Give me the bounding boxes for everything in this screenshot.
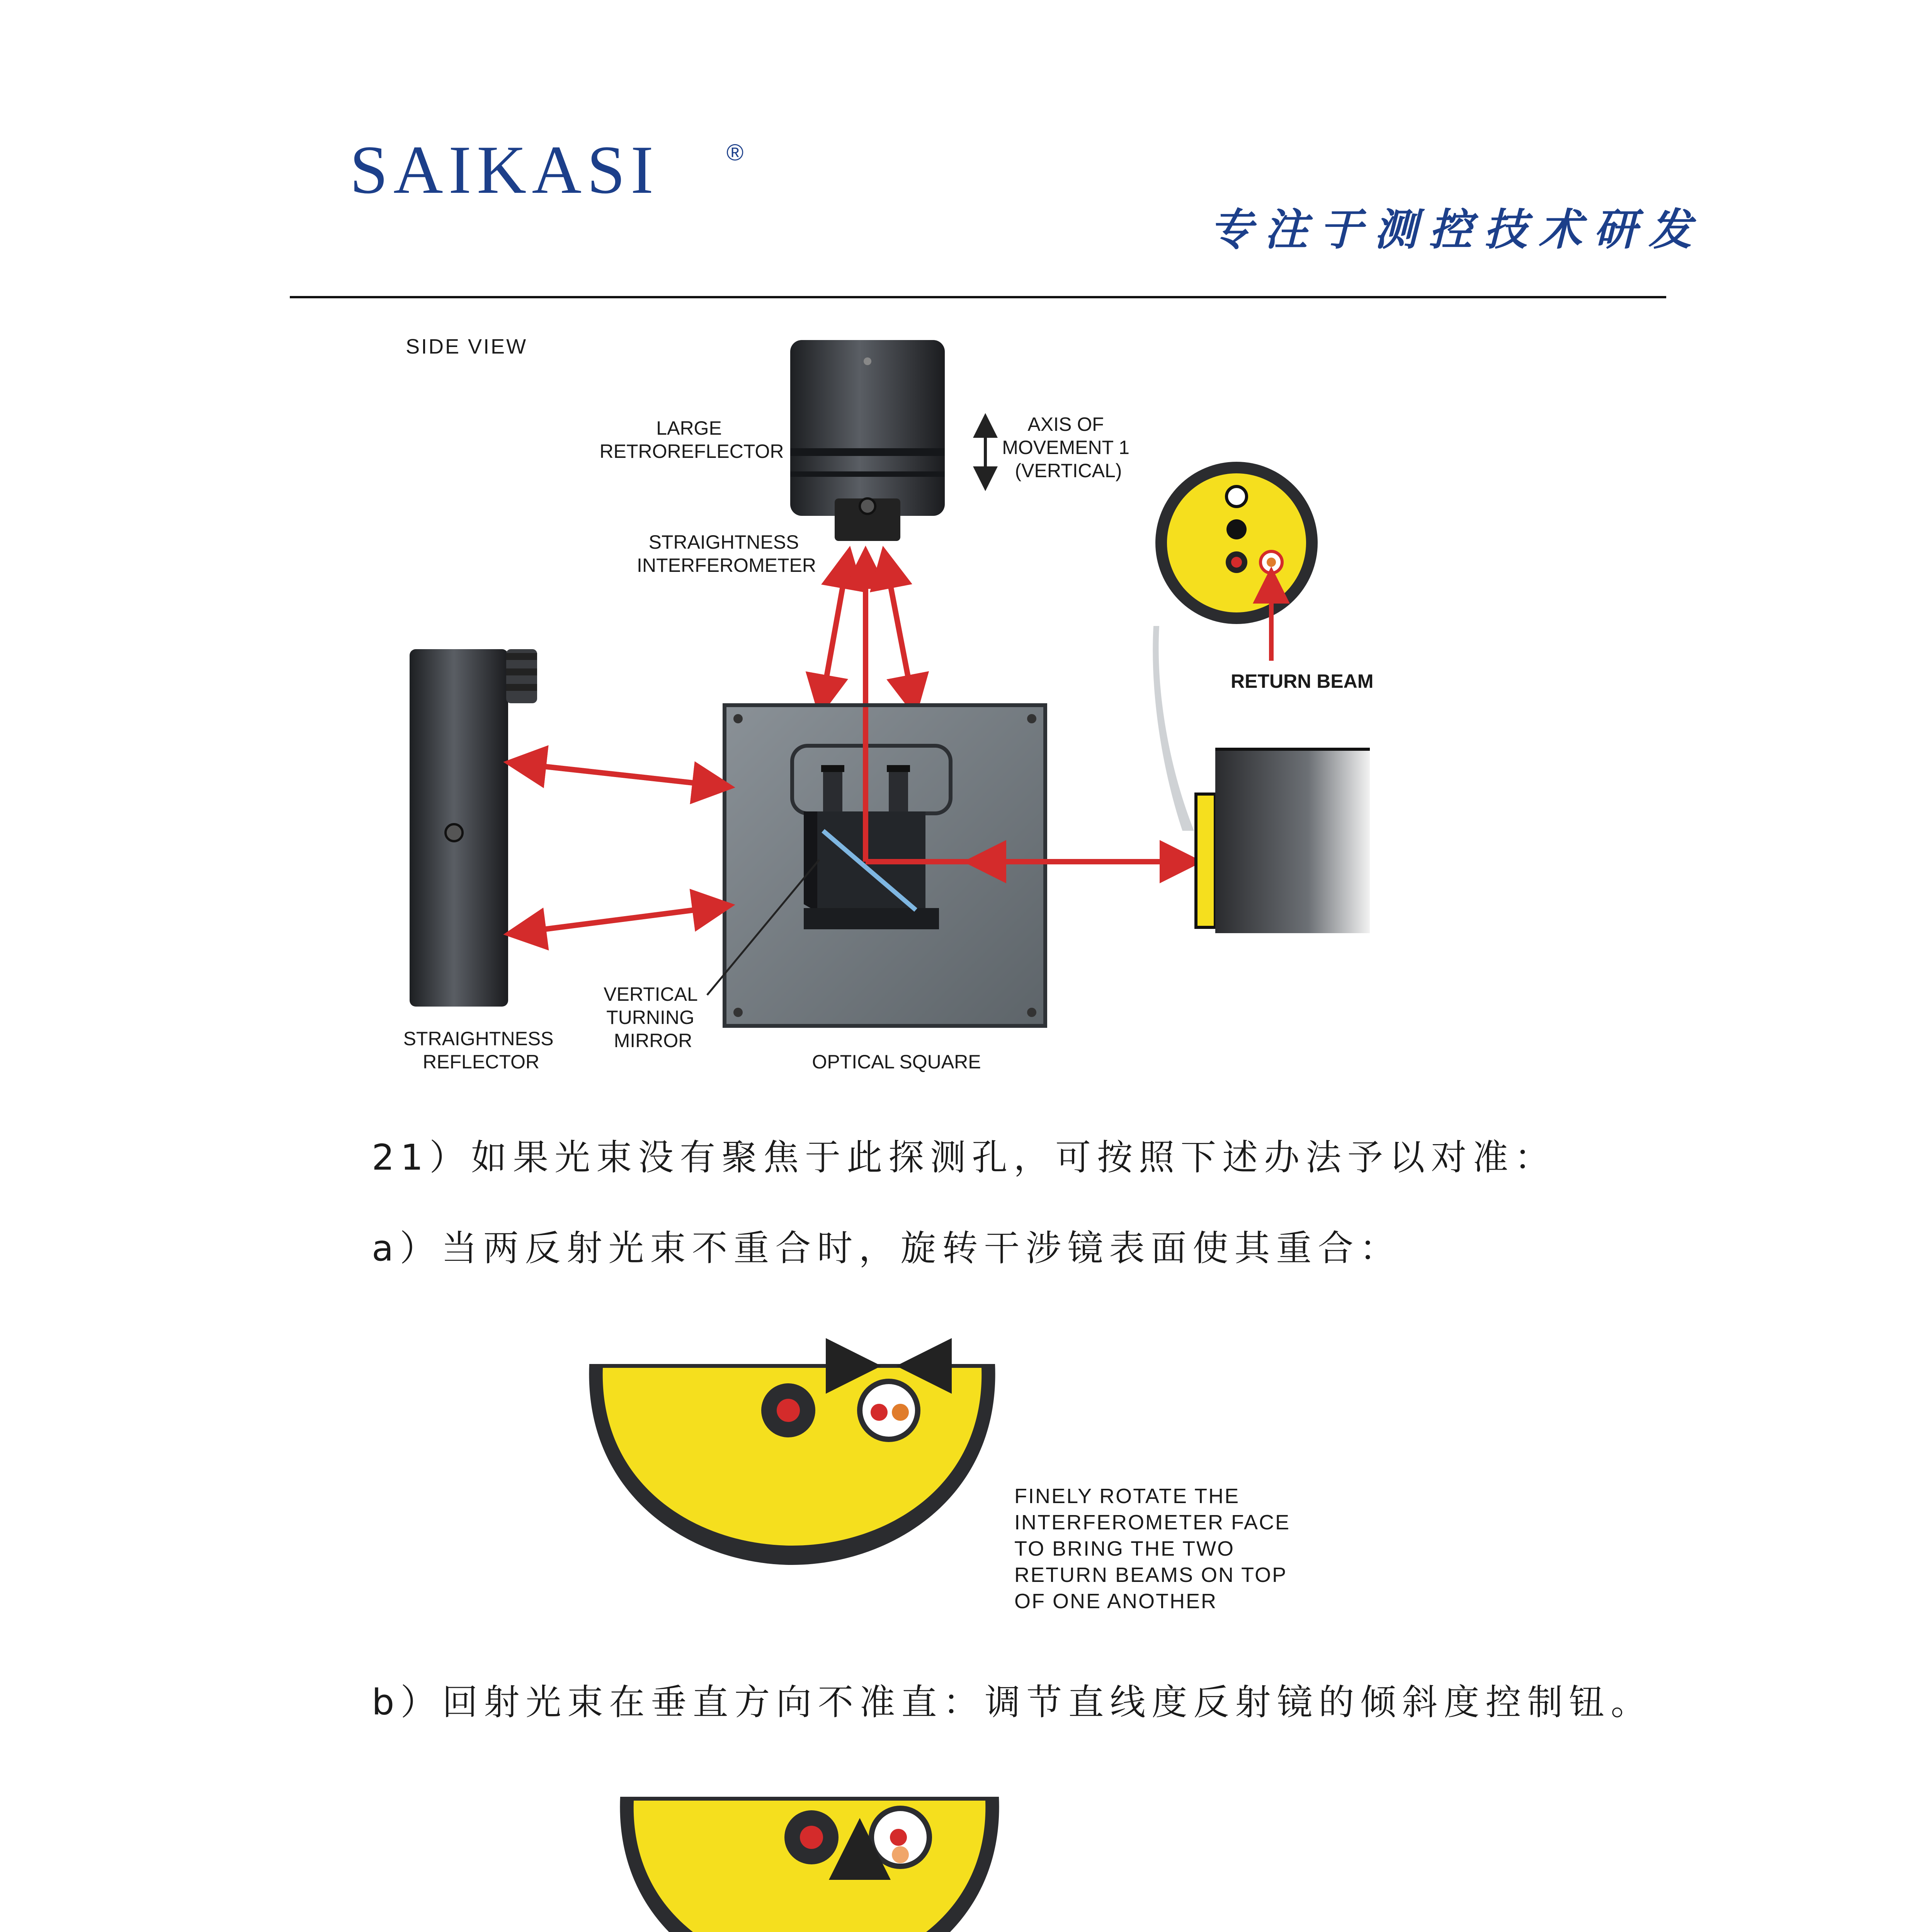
header-slogan: 专注于测控技术研发: [1209, 205, 1703, 255]
figure-b-detector: [620, 1797, 999, 1932]
label-straightness-interferometer: STRAIGHTNESS INTERFEROMETER: [637, 531, 816, 576]
registered-mark: ®: [726, 139, 744, 165]
step-a-text: a）当两反射光束不重合时，旋转干涉镜表面使其重合：: [372, 1228, 1402, 1269]
label-straightness-reflector: STRAIGHTNESS REFLECTOR: [403, 1028, 554, 1073]
vertical-beams: [821, 556, 914, 707]
laser-head-body: [1196, 748, 1370, 933]
label-vertical-turning-mirror: VERTICAL TURNING MIRROR: [604, 983, 697, 1051]
figure-a-caption: FINELY ROTATE THE INTERFEROMETER FACE TO BRING THE TWO RETURN BEAMS ON TOP OF ONE ANOTHER: [1014, 1485, 1291, 1613]
side-view-title: SIDE VIEW: [406, 335, 528, 358]
label-large-retroreflector: LARGE RETROREFLECTOR: [599, 417, 784, 462]
label-return-beam: RETURN BEAM: [1231, 670, 1374, 692]
large-retroreflector-body: [790, 340, 945, 541]
label-axis-of-movement: AXIS OF MOVEMENT 1 (VERTICAL): [1002, 413, 1129, 481]
step-b-text: b）回射光束在垂直方向不准直：调节直线度反射镜的倾斜度控制钮。: [372, 1682, 1653, 1723]
label-optical-square: OPTICAL SQUARE: [812, 1051, 981, 1073]
straightness-reflector-body: [410, 649, 537, 1007]
optical-square-body: [725, 705, 1045, 1026]
step-21-text: 21）如果光束没有聚焦于此探测孔，可按照下述办法予以对准：: [372, 1137, 1556, 1178]
brand-logo: SAIKASI: [350, 131, 659, 208]
figure-a-detector: [589, 1364, 995, 1565]
